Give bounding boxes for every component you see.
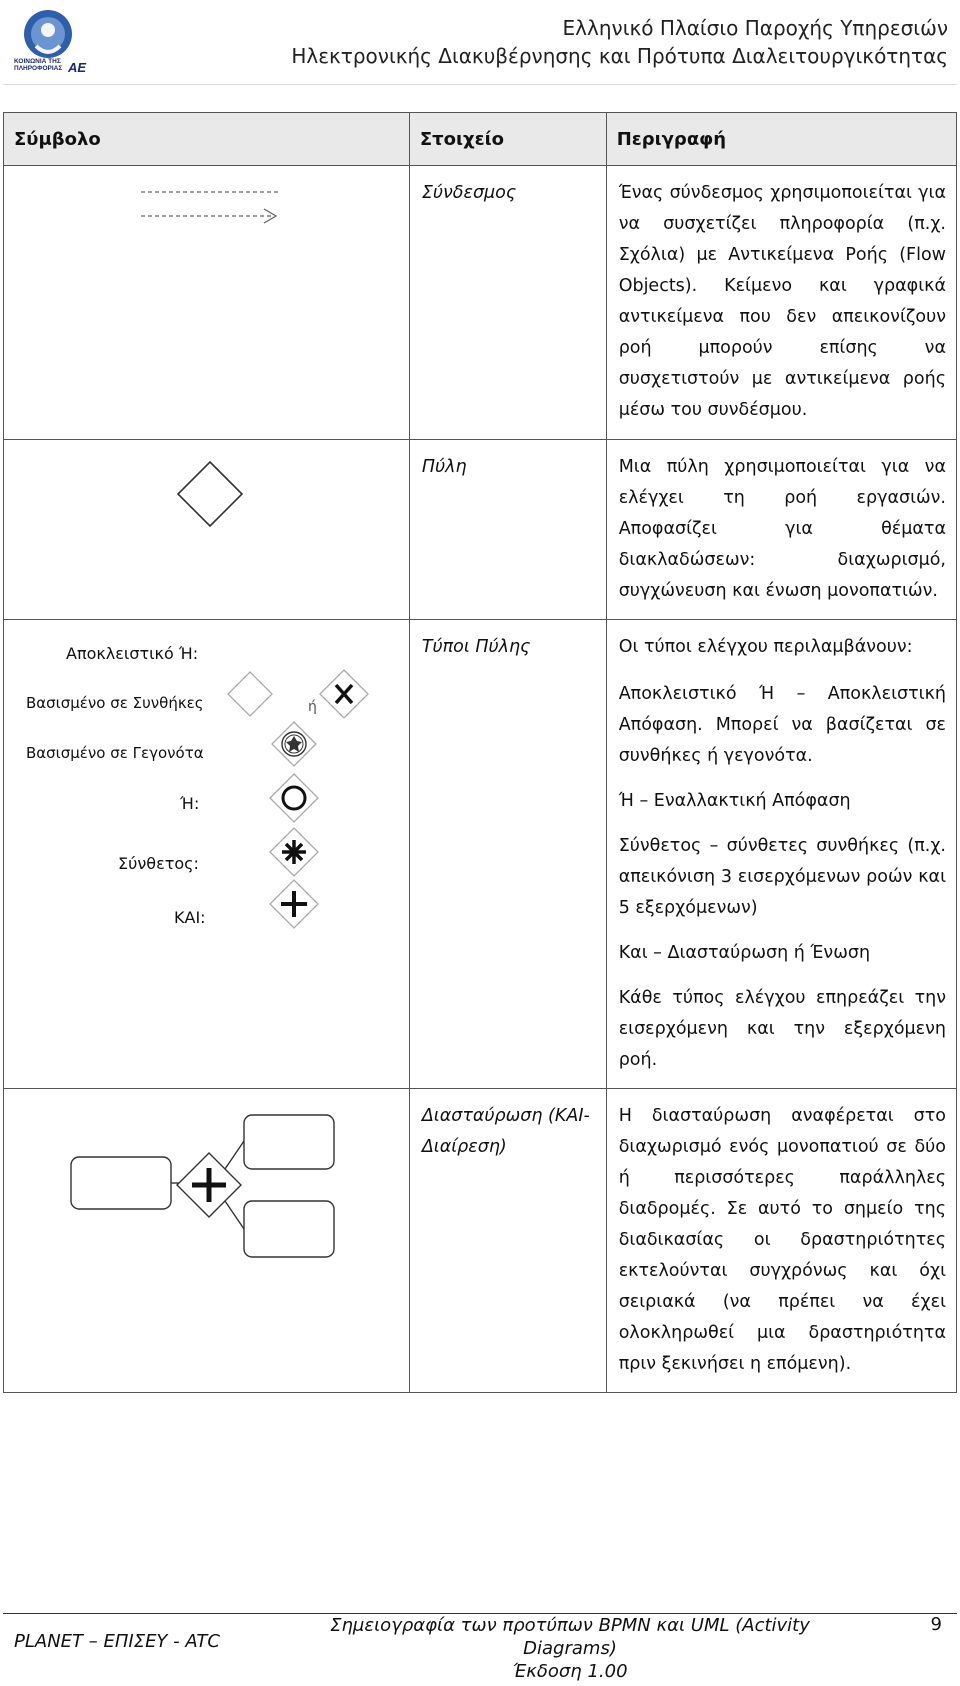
parallel-fork-diagram — [66, 1105, 366, 1265]
table-row-gateway — [4, 440, 957, 620]
bpmn-symbols-table — [3, 112, 957, 1393]
symbol-cell — [4, 440, 410, 620]
parallel-gateway-icon — [270, 880, 318, 928]
element-name: Διασταύρωση (ΚΑΙ-Διαίρεση) — [421, 1106, 590, 1157]
element-cell — [409, 440, 606, 620]
description-cell — [606, 166, 956, 440]
element-name: Σύνδεσμος — [421, 183, 517, 203]
footer-title-line-2: Diagrams) — [523, 1638, 617, 1659]
description-cell — [606, 620, 956, 1089]
parallel-label: ΚΑΙ: — [174, 908, 206, 927]
gateway-types-symbols — [226, 668, 386, 958]
event-based-gateway-icon — [272, 722, 316, 766]
column-header-symbol: Σύμβολο — [4, 113, 410, 166]
target-activity-box — [244, 1201, 334, 1257]
inclusive-label: Ή: — [180, 794, 200, 813]
description-cell — [606, 1089, 956, 1393]
table-row-gateway-types — [4, 620, 957, 1089]
column-header-description: Περιγραφή — [606, 113, 956, 166]
description-text: Μια πύλη χρησιμοποιείται για να ελέγχει τη ροή εργασιών. Αποφασίζει για θέματα διακλαδώσεων: διαχωρισμό, συγχώνευση και ένωση μονοπατιών. — [618, 457, 946, 601]
element-cell — [409, 166, 606, 440]
page-number: 9 — [930, 1614, 942, 1635]
description-text: Αποκλειστικό Ή – Αποκλειστική Απόφαση. Μπορεί να βασίζεται σε συνθήκες ή γεγονότα. — [618, 684, 946, 766]
footer-version: Έκδοση 1.00 — [512, 1661, 628, 1682]
complex-gateway-icon — [270, 828, 318, 876]
column-header-element: Στοιχείο — [409, 113, 606, 166]
logo-mark: ΑΕ — [68, 60, 87, 75]
target-activity-box — [244, 1115, 334, 1169]
symbol-cell — [4, 620, 410, 1089]
description-text: Και – Διασταύρωση ή Ένωση — [618, 943, 871, 963]
element-name: Πύλη — [421, 457, 467, 477]
event-based-label: Βασισμένο σε Γεγονότα — [26, 744, 204, 762]
element-cell — [409, 620, 606, 1089]
description-text: Σύνθετος – σύνθετες συνθήκες (π.χ. απεικόνιση 3 εισερχόμενων ροών και 5 εξερχόμενων) — [618, 836, 946, 918]
description-text: Η διασταύρωση αναφέρεται στο διαχωρισμό ενός μονοπατιού σε δύο ή περισσότερες παράλληλες διαδρομές. Σε αυτό το σημείο της διαδικασίας οι δραστηριότητες εκτελούνται συγχρόνως και όχι σειριακά (να πρέπει να έχει ολοκληρωθεί μια δραστηριότητα πριν ξεκινήσει η επόμενη). — [618, 1106, 946, 1374]
exclusive-label: Αποκλειστικό Ή: — [66, 644, 199, 663]
element-cell — [409, 1089, 606, 1393]
description-text: Ένας σύνδεσμος χρησιμοποιείται για να συσχετίζει πληροφορία (π.χ. Σχόλια) με Αντικείμενα Ροής (Flow Objects). Κείμενο και γραφικά αντικείμενα που δεν απεικονίζουν ροή μπορούν επίσης να συσχετιστούν με αντικείμενα ροής μέσω του συνδέσμου. — [618, 183, 946, 420]
exclusive-gateway-icon — [228, 672, 272, 716]
symbol-cell — [4, 166, 410, 440]
description-cell — [606, 440, 956, 620]
logo-text: ΚΟΙΝΩΝΙΑ ΤΗΣ ΠΛΗΡΟΦΟΡΙΑΣ — [14, 58, 63, 72]
footer-left: PLANET – ΕΠΙΣΕΥ - ATC — [14, 1631, 220, 1652]
description-text: Ή – Εναλλακτική Απόφαση — [618, 791, 851, 811]
symbol-cell — [4, 1089, 410, 1393]
exclusive-x-gateway-icon — [320, 670, 368, 718]
element-name: Τύποι Πύλης — [421, 637, 531, 657]
header-line-2: Ηλεκτρονικής Διακυβέρνησης και Πρότυπα Διαλειτουργικότητας — [291, 44, 948, 68]
table-row-association — [4, 166, 957, 440]
data-based-label: Βασισμένο σε Συνθήκες — [26, 694, 204, 712]
gateway-diamond-symbol — [174, 458, 246, 530]
header-divider — [3, 84, 957, 85]
association-symbol — [124, 180, 284, 230]
description-text: Κάθε τύπος ελέγχου επηρεάζει την εισερχόμενη και την εξερχόμενη ροή. — [618, 988, 946, 1070]
or-label: ή — [308, 699, 317, 715]
table-header-row — [4, 113, 957, 166]
description-text: Οι τύποι ελέγχου περιλαμβάνουν: — [618, 637, 913, 657]
document-header — [291, 14, 948, 70]
footer-title-line-1: Σημειογραφία των προτύπων BPMN και UML (Activity — [330, 1615, 810, 1636]
footer-title — [300, 1614, 840, 1683]
inclusive-gateway-icon — [270, 774, 318, 822]
source-activity-box — [71, 1157, 171, 1209]
header-line-1: Ελληνικό Πλαίσιο Παροχής Υπηρεσιών — [562, 16, 948, 40]
complex-label: Σύνθετος: — [118, 854, 199, 873]
table-row-fork — [4, 1089, 957, 1393]
